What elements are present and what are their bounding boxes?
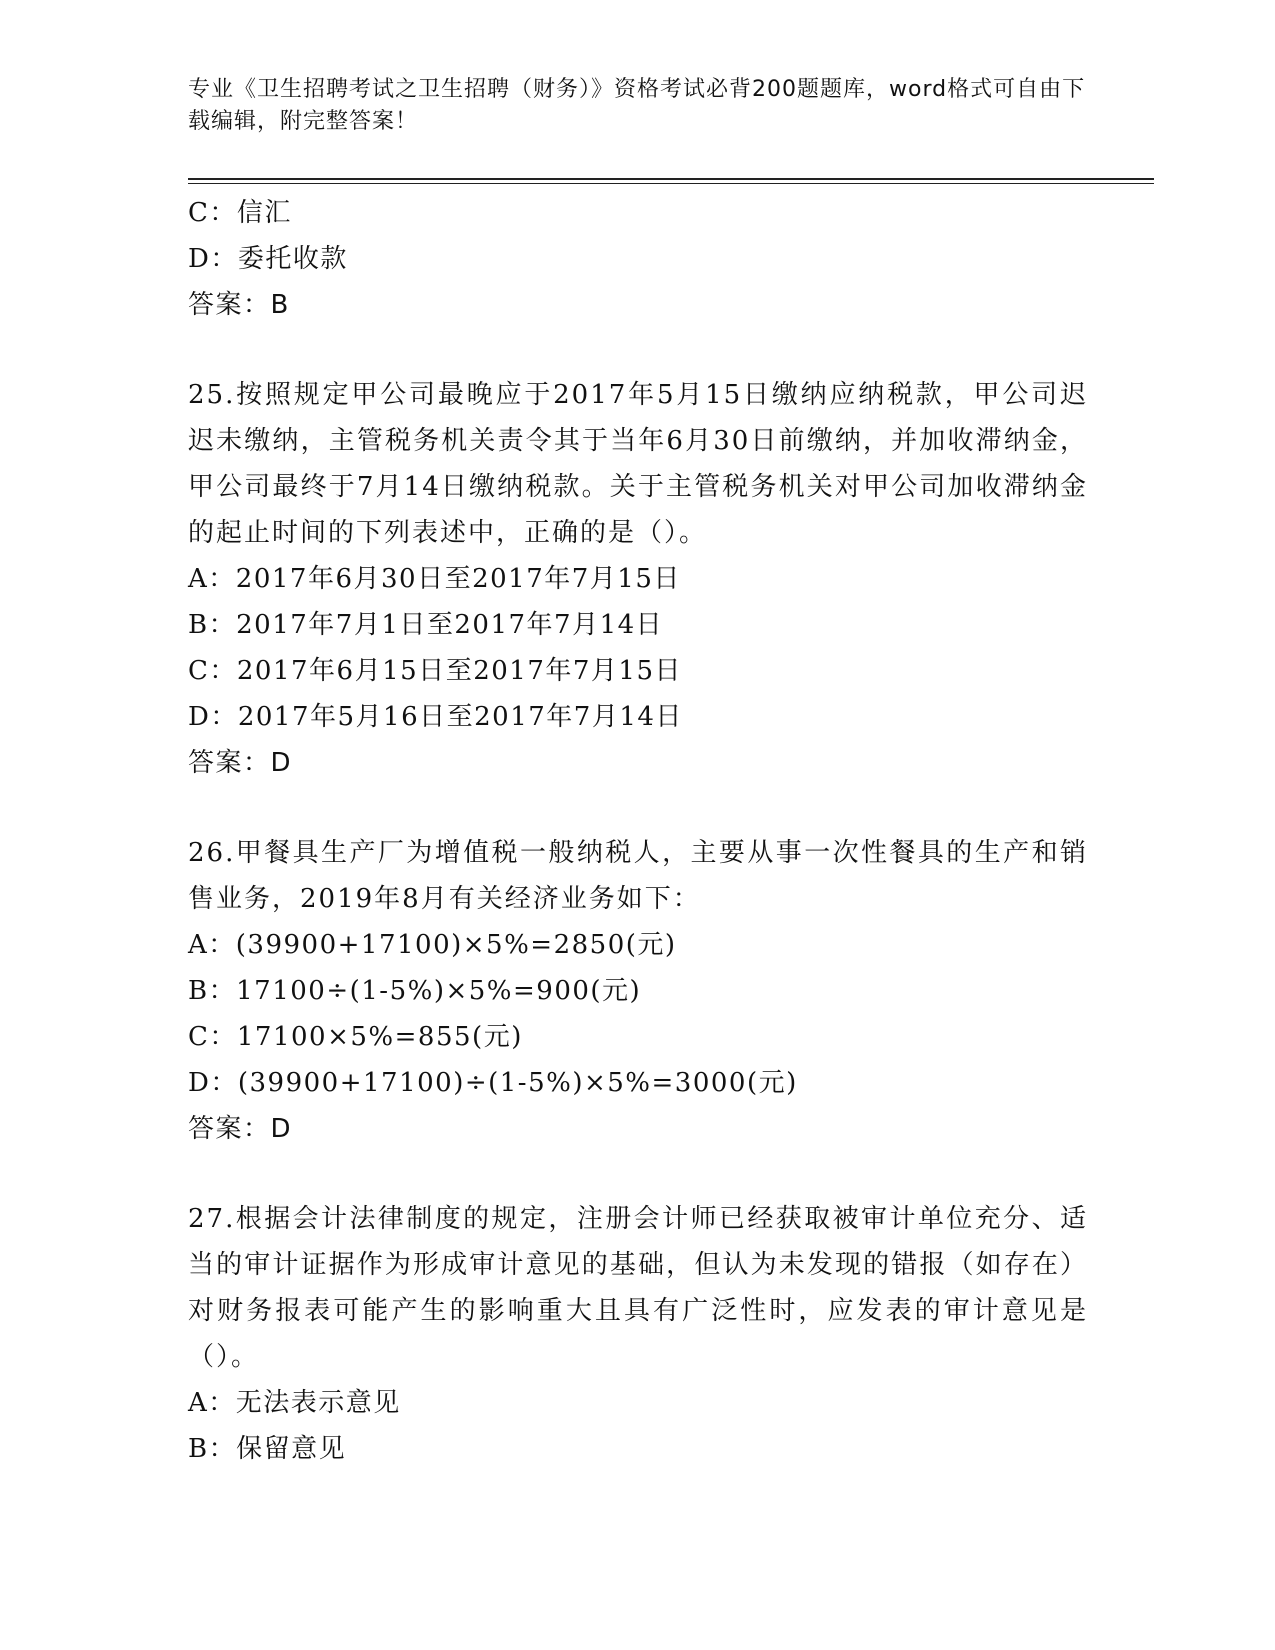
question-block-26 [188, 830, 1088, 1152]
option-a: A：2017年6月30日至2017年7月15日 [188, 564, 681, 594]
option-c: C：17100×5%=855(元) [188, 1022, 523, 1052]
question-stem: 27.根据会计法律制度的规定，注册会计师已经获取被审计单位充分、适当的审计证据作为形成审计意见的基础，但认为未发现的错报（如存在）对财务报表可能产生的影响重大且具有广泛性时，应发表的审计意见是（）。 [188, 1204, 1088, 1372]
header-divider [188, 178, 1154, 184]
option-a: A：(39900+17100)×5%=2850(元) [188, 930, 677, 960]
question-stem: 25.按照规定甲公司最晚应于2017年5月15日缴纳应纳税款，甲公司迟迟未缴纳，主管税务机关责令其于当年6月30日前缴纳，并加收滞纳金，甲公司最终于7月14日缴纳税款。关于主管税务机关对甲公司加收滞纳金的起止时间的下列表述中，正确的是（）。 [188, 380, 1088, 548]
page-header [188, 74, 1088, 138]
option-b: B：17100÷(1-5%)×5%=900(元) [188, 976, 642, 1006]
answer-line: 答案：B [188, 290, 290, 320]
question-content [188, 190, 1088, 1472]
question-block-27 [188, 1196, 1088, 1472]
option-c: C：信汇 [188, 198, 292, 228]
option-d: D：委托收款 [188, 244, 348, 274]
question-block-25 [188, 372, 1088, 786]
answer-line: 答案：D [188, 748, 293, 778]
option-d: D：2017年5月16日至2017年7月14日 [188, 702, 683, 732]
question-stem: 26.甲餐具生产厂为增值税一般纳税人，主要从事一次性餐具的生产和销售业务，2019年8月有关经济业务如下： [188, 838, 1088, 914]
option-c: C：2017年6月15日至2017年7月15日 [188, 656, 682, 686]
option-b: B：保留意见 [188, 1434, 347, 1464]
document-title: 专业《卫生招聘考试之卫生招聘（财务）》资格考试必背200题题库，word格式可自由下载编辑，附完整答案！ [188, 77, 1086, 134]
option-a: A：无法表示意见 [188, 1388, 401, 1418]
answer-line: 答案：D [188, 1114, 293, 1144]
question-block-prev [188, 190, 1088, 328]
option-b: B：2017年7月1日至2017年7月14日 [188, 610, 664, 640]
option-d: D：(39900+17100)÷(1-5%)×5%=3000(元) [188, 1068, 798, 1098]
